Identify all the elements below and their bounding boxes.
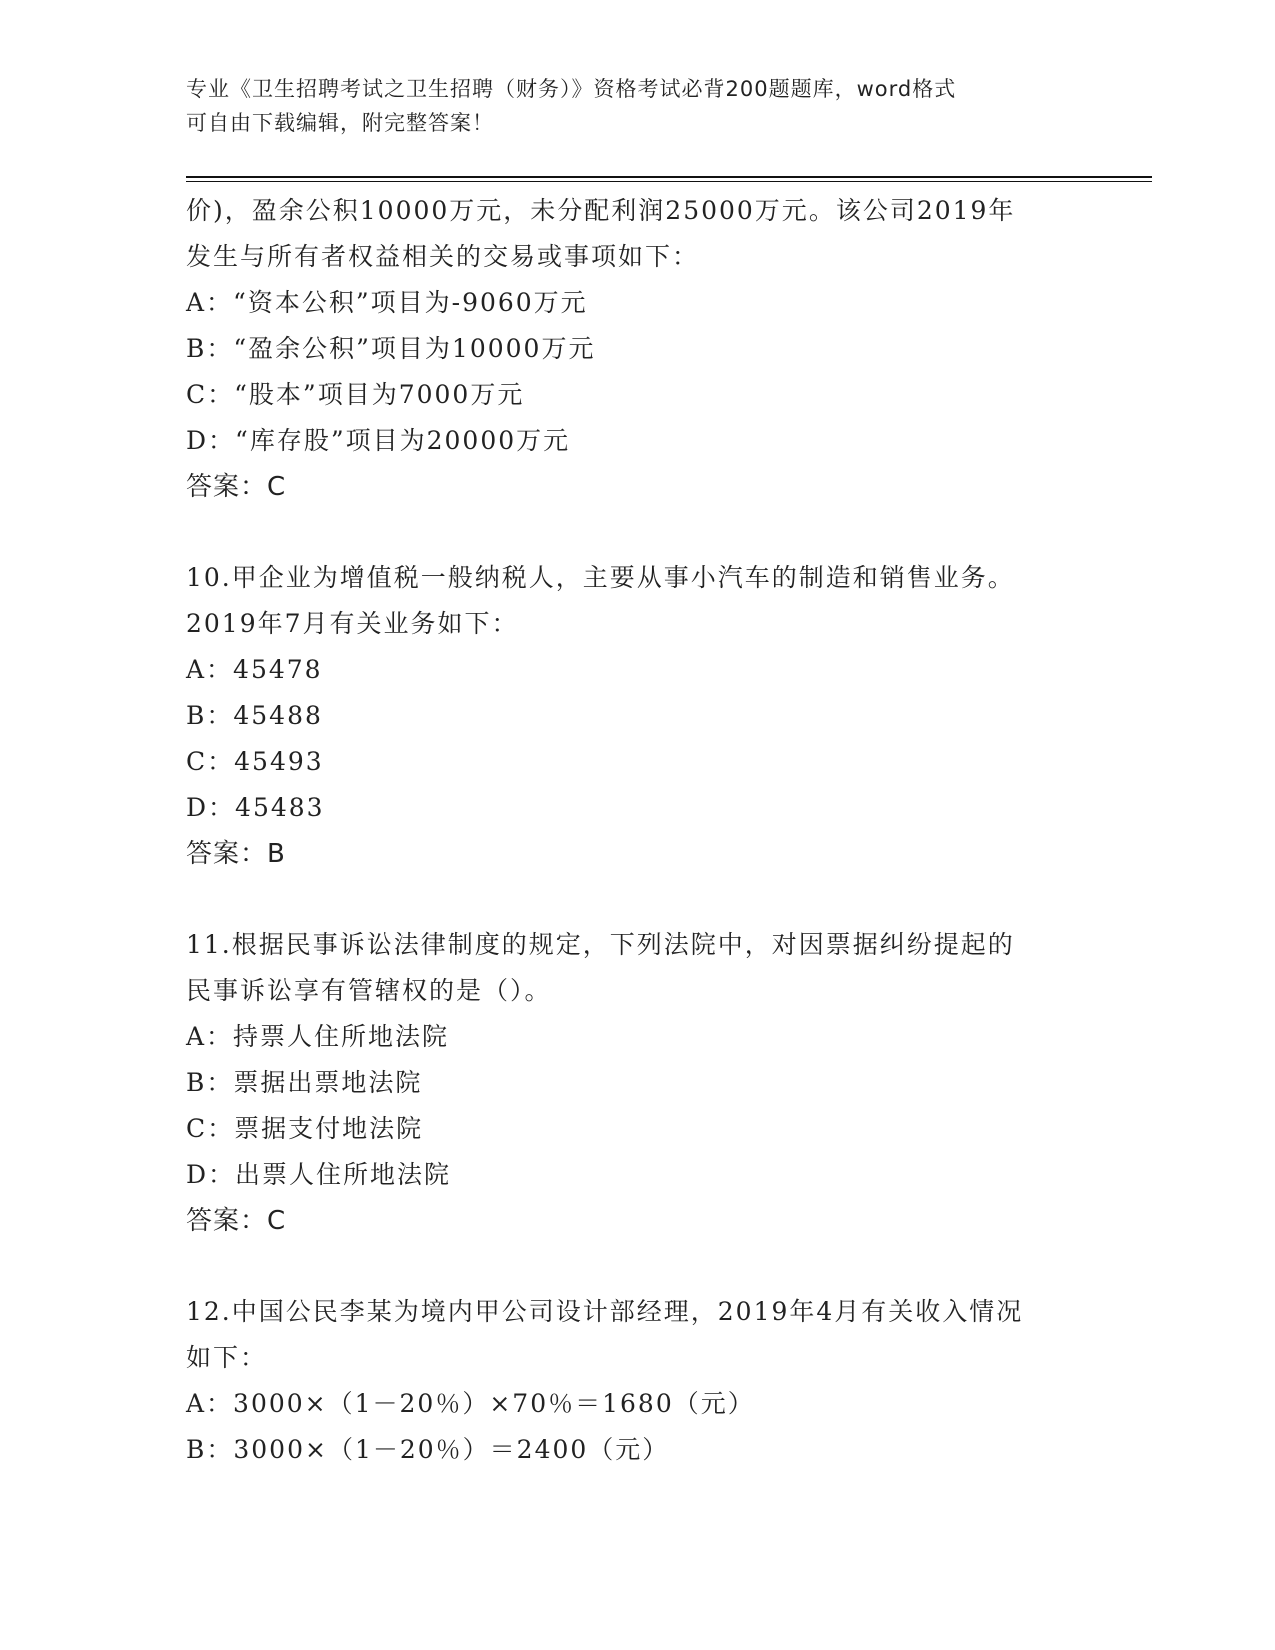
question-text-line: 10.甲企业为增值税一般纳税人，主要从事小汽车的制造和销售业务。 (186, 563, 1015, 592)
header-line-2: 可自由下载编辑，附完整答案！ (186, 111, 494, 135)
answer-line: 答案：C (186, 472, 287, 502)
question-text-line: 11.根据民事诉讼法律制度的规定，下列法院中，对因票据纠纷提起的 (186, 930, 1015, 959)
option-c: C：45493 (186, 747, 324, 776)
question-text-line: 价)，盈余公积10000万元，未分配利润25000万元。该公司2019年 (186, 196, 1016, 225)
question-12 (186, 1289, 1166, 1473)
option-c: C：“股本”项目为7000万元 (186, 380, 525, 409)
spacer (186, 1244, 1166, 1289)
option-d: D：出票人住所地法院 (186, 1160, 452, 1189)
spacer (186, 510, 1166, 555)
option-a: A：“资本公积”项目为-9060万元 (186, 288, 588, 317)
option-b: B：票据出票地法院 (186, 1068, 423, 1097)
question-9-continued (186, 188, 1166, 510)
option-d: D：“库存股”项目为20000万元 (186, 426, 571, 455)
header-divider-thick (186, 176, 1152, 178)
answer-line: 答案：B (186, 839, 286, 869)
question-text-line: 12.中国公民李某为境内甲公司设计部经理，2019年4月有关收入情况 (186, 1297, 1024, 1326)
document-header (186, 72, 1086, 140)
question-text-line: 发生与所有者权益相关的交易或事项如下： (186, 242, 700, 271)
question-text-line: 2019年7月有关业务如下： (186, 609, 519, 638)
option-c: C：票据支付地法院 (186, 1114, 424, 1143)
question-text-line: 民事诉讼享有管辖权的是（）。 (186, 976, 552, 1005)
question-list (186, 188, 1166, 1473)
option-a: A：持票人住所地法院 (186, 1022, 450, 1051)
option-b: B：45488 (186, 701, 323, 730)
spacer (186, 877, 1166, 922)
option-a: A：3000×（1－20％）×70％＝1680（元） (186, 1389, 755, 1418)
header-divider-thin (186, 181, 1152, 182)
option-d: D：45483 (186, 793, 325, 822)
question-11 (186, 922, 1166, 1244)
option-b: B：“盈余公积”项目为10000万元 (186, 334, 596, 363)
option-a: A：45478 (186, 655, 323, 684)
question-text-line: 如下： (186, 1343, 268, 1372)
option-b: B：3000×（1－20％）＝2400（元） (186, 1435, 670, 1464)
answer-line: 答案：C (186, 1206, 287, 1236)
question-10 (186, 555, 1166, 877)
header-line-1: 专业《卫生招聘考试之卫生招聘（财务）》资格考试必背200题题库，word格式 (186, 77, 957, 101)
